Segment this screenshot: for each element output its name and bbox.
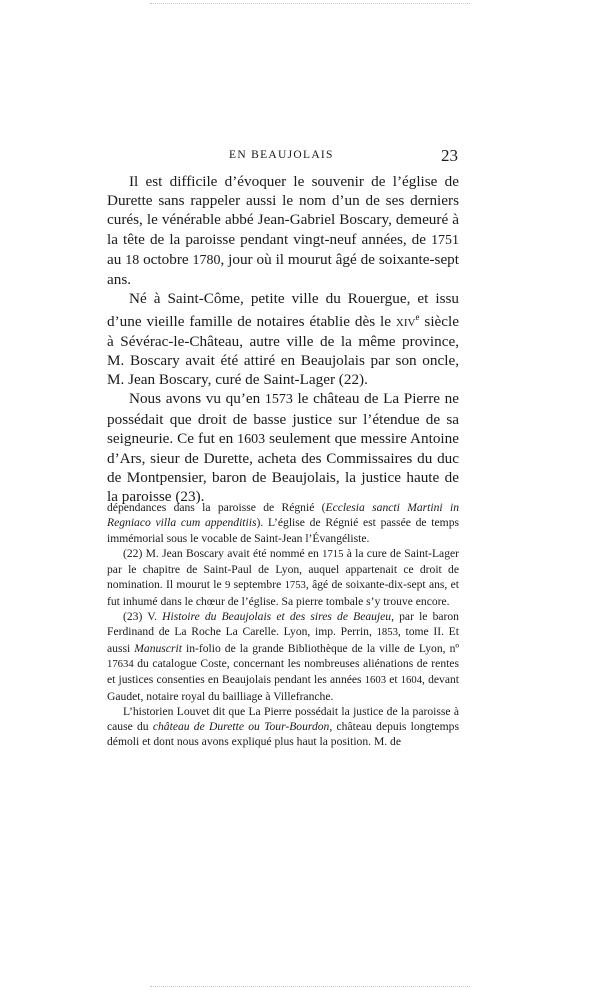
- day: 18: [125, 252, 140, 268]
- year: 1603: [364, 674, 387, 687]
- text-run: , par le baron Ferdinand de La Roche La Carelle. Lyon, imp. Perrin,: [107, 610, 459, 639]
- text-run: et: [386, 673, 401, 687]
- year: 1780: [192, 252, 221, 268]
- year: 1603: [237, 431, 266, 447]
- bottom-edge-rule: [150, 986, 470, 987]
- text-run: (22) M. Jean Boscary avait été nommé en: [123, 546, 323, 560]
- text-run: , château depuis longtemps démoli et dont nous avons expliqué plus haut la position. M. de: [107, 720, 459, 749]
- text-run: ). L’église de Régnié est passée de temps immémorial sous le vocable de Saint-Jean l’Évangéliste.: [107, 516, 459, 545]
- top-edge-rule: [150, 3, 470, 4]
- footnote-louvet: [107, 704, 459, 750]
- day: 9: [224, 579, 231, 592]
- text-run: siècle à Sévérac-le-Château, autre ville de la même province, M. Boscary avait été attiré en Beaujolais par son oncle, M. Jean Boscary, curé de Saint-Lager (22).: [107, 313, 459, 389]
- text-run: le château de La Pierre ne possédait que droit de basse justice sur l’étendue de sa seigneurie. Ce fut en: [107, 390, 459, 447]
- book-title: Histoire du Beaujolais et des sires de Beaujeu: [162, 610, 392, 624]
- century-superscript: e: [415, 312, 420, 323]
- main-text: [107, 172, 459, 507]
- year: 1753: [284, 579, 306, 592]
- text-run: , âgé de soixante-dix-sept ans, et fut inhumé dans le chœur de l’église. Sa pierre tombale s’y trouve encore.: [107, 578, 459, 608]
- page-number: 23: [441, 146, 458, 165]
- footnote-23: [107, 609, 459, 704]
- text-run: Né à Saint-Côme, petite ville du Rouergue, et issu d’une vieille famille de notaires établie dès le: [107, 290, 459, 331]
- text-run: Nous avons vu qu’en: [129, 390, 265, 408]
- catalog-number: 17634: [107, 657, 134, 670]
- text-run: (23) V.: [123, 610, 163, 624]
- text-run: seulement que messire Antoine d’Ars, sieur de Durette, acheta des Commissaires du duc de Montpensier, baron de Beaujolais, la justice haute de la paroisse (23).: [107, 429, 459, 506]
- paragraph-saint-come: [107, 289, 459, 389]
- text-run: au: [107, 250, 126, 268]
- text-run: , jour où il mourut âgé de soixante-sept ans.: [107, 250, 459, 289]
- year: 1751: [431, 232, 459, 248]
- text-run: , devant Gaudet, notaire royal du bailliage à Villefranche.: [107, 673, 459, 703]
- year: 1604: [400, 674, 423, 687]
- footnote-22: [107, 546, 459, 609]
- text-run: à la cure de Saint-Lager par le chapitre de Saint-Paul de Lyon, auquel appartenait ce droit de nomination. Il mourut le: [107, 546, 459, 592]
- manuscript-title: Manuscrit: [134, 641, 182, 655]
- text-run: octobre: [139, 250, 193, 268]
- running-header: [108, 147, 458, 167]
- year: 1573: [264, 392, 293, 408]
- text-run: in-folio de la grande Bibliothèque de la ville de Lyon, nº: [181, 641, 459, 655]
- text-run: Il est difficile d’évoquer le souvenir de l’église de Durette sans rappeler aussi le nom d’un de ses derniers curés, le vénérable abbé Jean-Gabriel Boscary, demeuré à la tête de la paroisse pendant vingt-neuf années, de: [107, 173, 459, 248]
- paragraph-chateau-la-pierre: [107, 389, 459, 506]
- year: 1715: [322, 547, 344, 560]
- running-title: EN BEAUJOLAIS: [229, 149, 334, 161]
- text-run: L’historien Louvet dit que La Pierre possédait la justice de la paroisse à cause du: [107, 704, 459, 734]
- chateau-name: château de Durette ou Tour-Bourdon: [152, 720, 330, 734]
- text-run: dépendances dans la paroisse de Régnié (: [107, 501, 326, 514]
- footnotes: [107, 500, 459, 750]
- text-run: , tome II. Et aussi: [107, 625, 459, 655]
- latin-citation: Ecclesia sancti Martini in Regniaco villa cum appenditiis: [107, 501, 459, 530]
- text-run: septembre: [230, 578, 285, 592]
- paragraph-boscary-gabriel: [107, 172, 459, 289]
- footnote-continuation: [107, 500, 459, 546]
- century-numeral: xiv: [395, 313, 416, 331]
- text-run: du catalogue Coste, concernant les nombreuses aliénations de rentes et justices consenties en Beaujolais pendant les années: [107, 656, 459, 687]
- year: 1853: [376, 626, 398, 639]
